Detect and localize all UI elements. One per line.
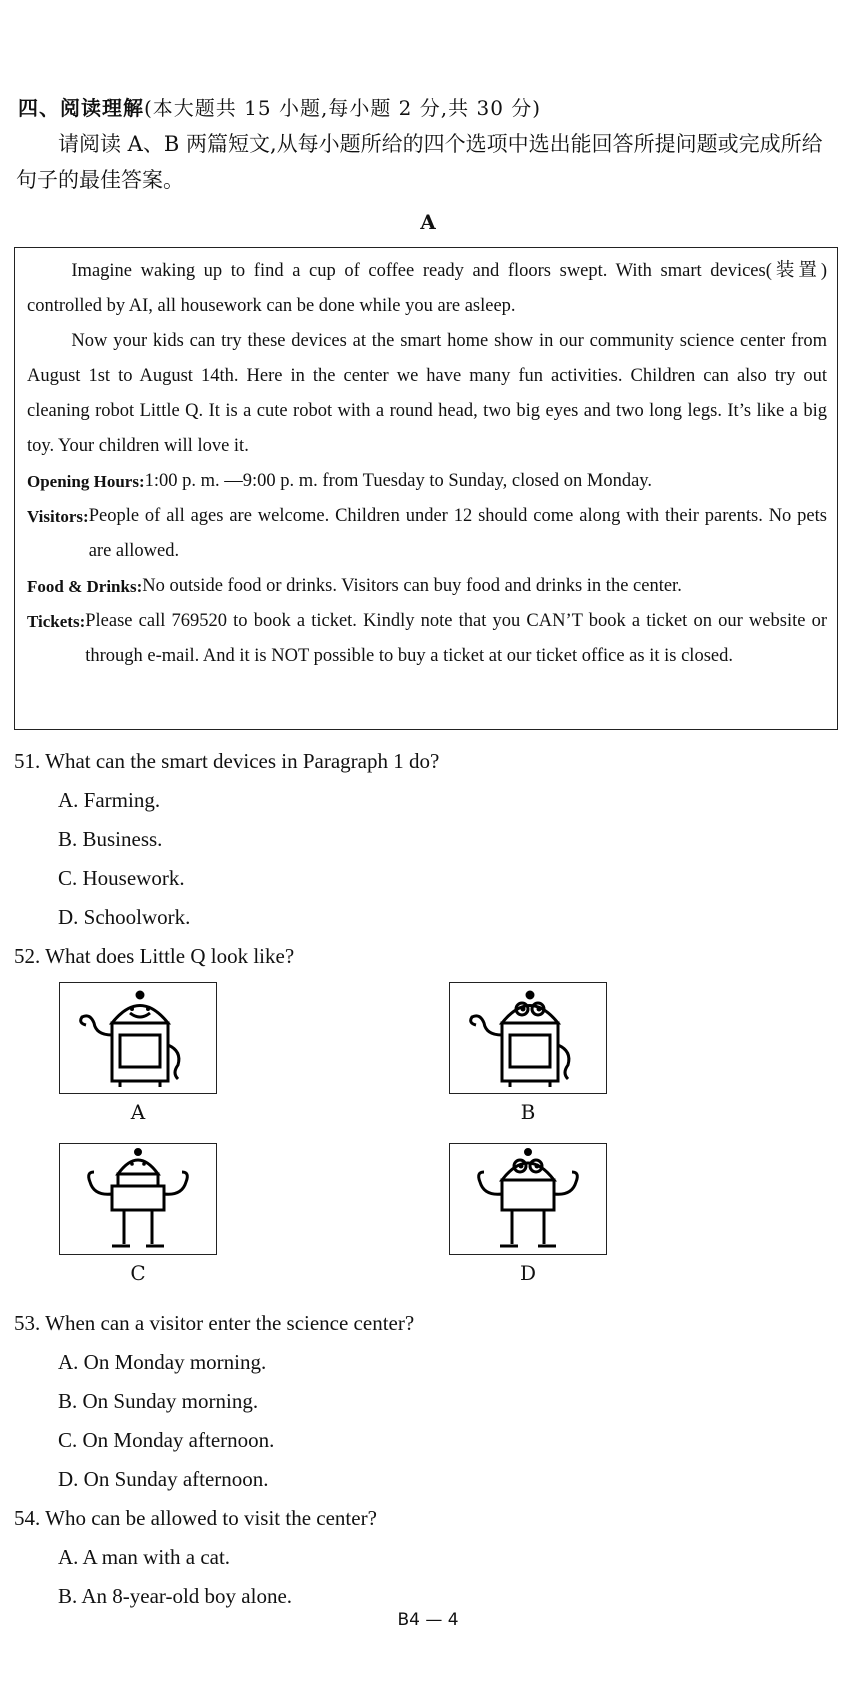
robot-caption-d: D xyxy=(519,1261,537,1285)
option-53-b[interactable]: B. On Sunday morning. xyxy=(58,1389,259,1413)
robot-caption-b: B xyxy=(520,1100,536,1124)
robot-caption-a: A xyxy=(130,1100,146,1124)
passage-label: A xyxy=(420,210,436,234)
robot-image-c xyxy=(59,1143,217,1255)
option-54-b[interactable]: B. An 8-year-old boy alone. xyxy=(58,1584,293,1608)
option-53-d[interactable]: D. On Sunday afternoon. xyxy=(58,1467,269,1491)
page-number: B4 — 4 xyxy=(397,1610,459,1630)
info-food-drinks xyxy=(27,569,827,604)
robot-image-a xyxy=(59,982,217,1094)
info-label: Tickets: xyxy=(27,612,86,631)
info-visitors xyxy=(27,499,827,569)
question-52: 52. What does Little Q look like? xyxy=(14,944,295,968)
info-label: Opening Hours: xyxy=(27,472,145,491)
robot-caption-c: C xyxy=(130,1261,146,1285)
questions xyxy=(14,742,844,976)
option-51-b[interactable]: B. Business. xyxy=(58,827,163,851)
section-title xyxy=(18,92,541,121)
robot-wide-small-eyes-icon xyxy=(60,983,216,1093)
instructions: 请阅读 A、B 两篇短文,从每小题所给的四个选项中选出能回答所提问题或完成所给句子的最佳答案。 xyxy=(16,132,823,192)
info-opening-hours xyxy=(27,464,827,499)
passage-box xyxy=(14,247,838,730)
option-53-a[interactable]: A. On Monday morning. xyxy=(58,1350,267,1374)
robot-option-a[interactable] xyxy=(59,982,217,1124)
robot-wide-big-eyes-icon xyxy=(450,983,606,1093)
option-53-c[interactable]: C. On Monday afternoon. xyxy=(58,1428,275,1452)
question-53: 53. When can a visitor enter the science center? xyxy=(14,1311,415,1335)
passage-paragraph-2: Now your kids can try these devices at the smart home show in our community science center from August 1st to August 14th. Here in the center we have many fun activities. Children can also try out cleaning robot Little Q. It is a cute robot with a round head, two big eyes and two long legs. It’s like a big toy. Your children will love it. xyxy=(27,331,827,456)
robot-image-d xyxy=(449,1143,607,1255)
info-label: Visitors: xyxy=(27,507,89,526)
question-54: 54. Who can be allowed to visit the center? xyxy=(14,1506,377,1530)
robot-long-legs-big-eyes-icon xyxy=(450,1144,606,1254)
option-51-a[interactable]: A. Farming. xyxy=(58,788,161,812)
info-text: Please call 769520 to book a ticket. Kindly note that you CAN’T book a ticket on our website or through e-mail. And it is NOT possible to buy a ticket at our ticket office as it is closed. xyxy=(85,611,827,666)
option-54-a[interactable]: A. A man with a cat. xyxy=(58,1545,231,1569)
robot-image-b xyxy=(449,982,607,1094)
question-51: 51. What can the smart devices in Paragraph 1 do? xyxy=(14,749,440,773)
section-title-bold: 四、阅读理解 xyxy=(18,96,144,120)
robot-long-legs-small-eyes-icon xyxy=(60,1144,216,1254)
questions-continued xyxy=(14,1304,844,1616)
option-51-c[interactable]: C. Housework. xyxy=(58,866,185,890)
info-text: 1:00 p. m. —9:00 p. m. from Tuesday to Sunday, closed on Monday. xyxy=(144,471,652,491)
section-title-score: (本大题共 15 小题,每小题 2 分,共 30 分) xyxy=(144,96,542,120)
info-tickets xyxy=(27,604,827,674)
info-text: No outside food or drinks. Visitors can buy food and drinks in the center. xyxy=(142,576,682,596)
robot-option-c[interactable] xyxy=(59,1143,217,1285)
option-51-d[interactable]: D. Schoolwork. xyxy=(58,905,191,929)
robot-option-b[interactable] xyxy=(449,982,607,1124)
robot-option-d[interactable] xyxy=(449,1143,607,1285)
info-label: Food & Drinks: xyxy=(27,577,143,596)
passage-paragraph-1: Imagine waking up to find a cup of coffee ready and floors swept. With smart devices(装置) controlled by AI, all housework can be done while you are asleep. xyxy=(27,261,827,316)
info-text: People of all ages are welcome. Children under 12 should come along with their parents. No pets are allowed. xyxy=(88,506,827,561)
